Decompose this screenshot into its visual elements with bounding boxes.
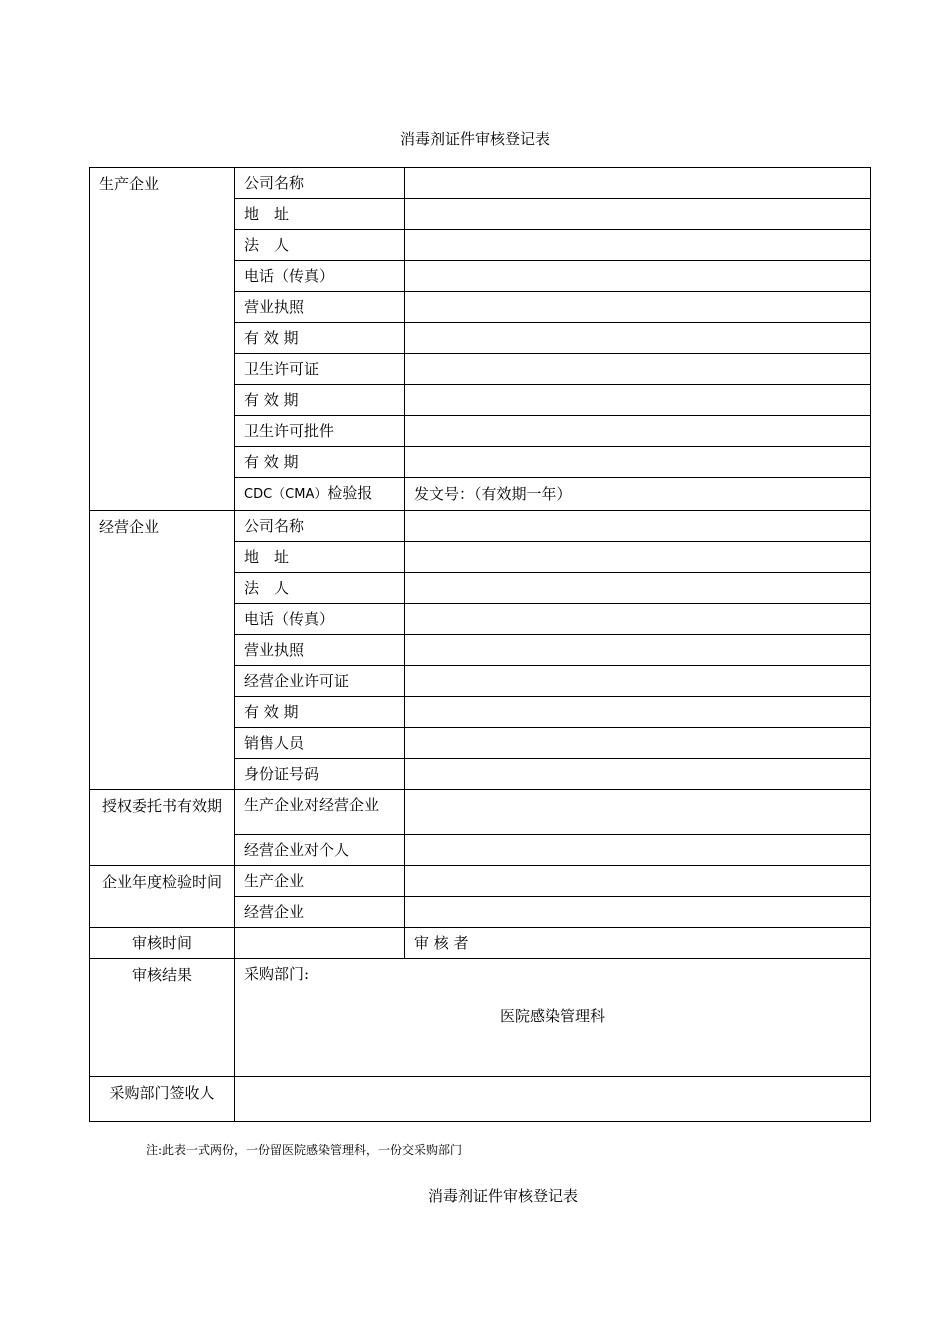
field-label: 有 效 期 [235, 385, 405, 416]
field-label: 有 效 期 [235, 697, 405, 728]
field-label: 公司名称 [235, 511, 405, 542]
field-value[interactable] [405, 790, 871, 835]
table-row [90, 959, 871, 1077]
field-value[interactable] [405, 230, 871, 261]
field-label: 电话（传真） [235, 604, 405, 635]
section-producer-label: 生产企业 [90, 168, 235, 511]
field-label: 法 人 [235, 230, 405, 261]
section-dealer-label: 经营企业 [90, 511, 235, 790]
field-label: 经营企业 [235, 897, 405, 928]
field-label: 卫生许可证 [235, 354, 405, 385]
field-value[interactable] [405, 511, 871, 542]
section-authorization-label: 授权委托书有效期 [90, 790, 235, 866]
table-row [90, 866, 871, 897]
report-text: 检验报 [327, 484, 373, 502]
field-value[interactable] [405, 168, 871, 199]
table-row [90, 928, 871, 959]
purchase-dept-label: 采购部门: [244, 965, 310, 983]
field-label: 经营企业对个人 [235, 835, 405, 866]
table-row [90, 1077, 871, 1122]
field-value[interactable] [405, 261, 871, 292]
footnote: 注:此表一式两份，一份留医院感染管理科，一份交采购部门 [146, 1143, 463, 1157]
field-value[interactable] [405, 759, 871, 790]
field-value[interactable] [405, 697, 871, 728]
table-row [90, 790, 871, 835]
field-label: 法 人 [235, 573, 405, 604]
reviewer-label: 审 核 者 [405, 928, 871, 959]
field-label: 营业执照 [235, 292, 405, 323]
receiver-label: 采购部门签收人 [90, 1077, 235, 1122]
field-label: 经营企业许可证 [235, 666, 405, 697]
field-value[interactable] [405, 416, 871, 447]
review-time-label: 审核时间 [90, 928, 235, 959]
field-value[interactable] [405, 199, 871, 230]
field-label: 有 效 期 [235, 447, 405, 478]
field-value[interactable] [405, 666, 871, 697]
review-time-value[interactable] [235, 928, 405, 959]
field-label: 生产企业 [235, 866, 405, 897]
field-value[interactable] [405, 573, 871, 604]
field-value[interactable] [405, 292, 871, 323]
field-value[interactable] [405, 604, 871, 635]
field-label: 销售人员 [235, 728, 405, 759]
field-label: 公司名称 [235, 168, 405, 199]
field-label: 生产企业对经营企业 [235, 790, 405, 835]
field-label: 电话（传真） [235, 261, 405, 292]
field-value[interactable] [405, 866, 871, 897]
field-value[interactable] [405, 542, 871, 573]
field-label: 地 址 [235, 199, 405, 230]
table-row [90, 511, 871, 542]
field-label: 营业执照 [235, 635, 405, 666]
field-value[interactable]: 发文号：（有效期一年） [405, 478, 871, 511]
field-label-cdc [235, 478, 405, 511]
field-label: 身份证号码 [235, 759, 405, 790]
field-value[interactable] [405, 447, 871, 478]
field-value[interactable] [405, 323, 871, 354]
page-title-repeat: 消毒剂证件审核登记表 [427, 1187, 578, 1205]
receiver-value[interactable] [235, 1077, 871, 1122]
page-title: 消毒剂证件审核登记表 [399, 130, 550, 148]
field-value[interactable] [405, 728, 871, 759]
cdc-cma-text: CDC（CMA） [244, 487, 328, 502]
review-result-label: 审核结果 [90, 959, 235, 1077]
section-annual-check-label: 企业年度检验时间 [90, 866, 235, 928]
field-value[interactable] [405, 835, 871, 866]
field-label: 地 址 [235, 542, 405, 573]
field-value[interactable] [405, 385, 871, 416]
table-row [90, 168, 871, 199]
field-value[interactable] [405, 897, 871, 928]
field-value[interactable] [405, 354, 871, 385]
field-value[interactable] [405, 635, 871, 666]
field-label: 有 效 期 [235, 323, 405, 354]
field-label: 卫生许可批件 [235, 416, 405, 447]
registration-form-table [89, 167, 871, 1122]
infection-control-dept-text: 医院感染管理科 [499, 1007, 605, 1025]
review-result-cell[interactable] [235, 959, 871, 1077]
